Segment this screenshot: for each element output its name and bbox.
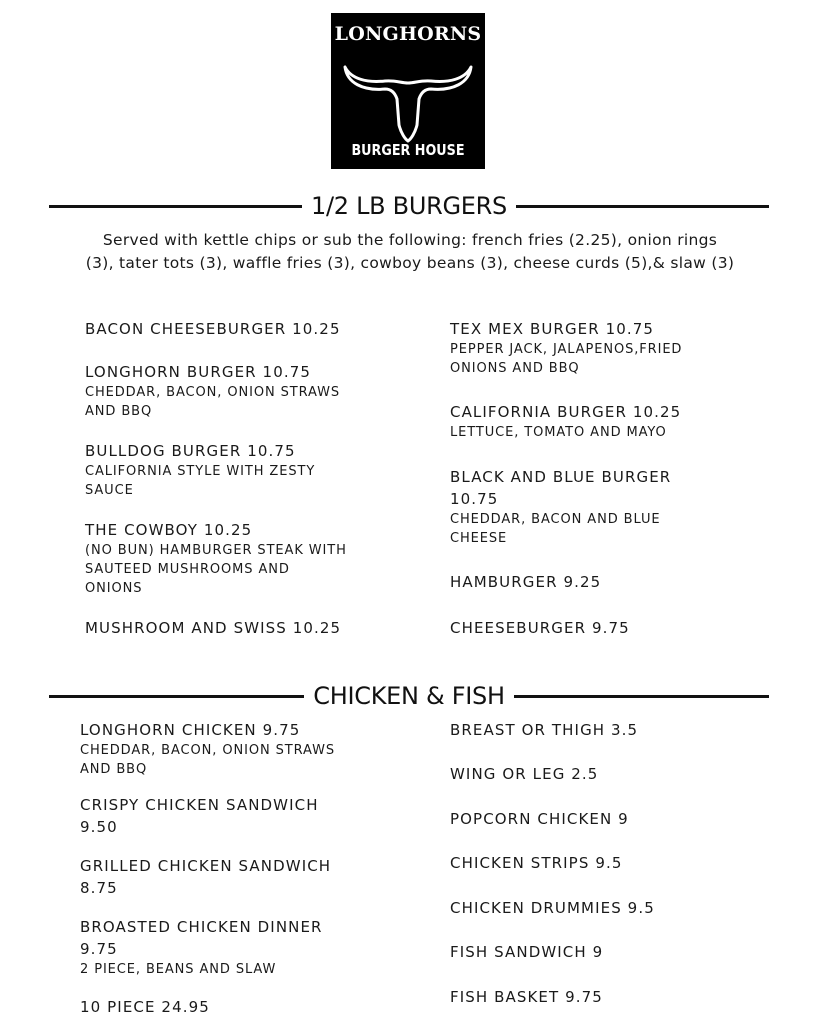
menu-item [450,941,603,963]
header-rule-right [516,205,769,208]
menu-item-description: PEPPER JACK, JALAPENOS,FRIED [450,342,683,357]
menu-item [450,986,603,1008]
menu-item [80,996,210,1018]
menu-item-description: CALIFORNIA STYLE WITH ZESTY [85,464,316,479]
menu-item [85,440,315,500]
menu-item-name: FISH BASKET 9.75 [450,988,603,1006]
sides-note-line: (3), tater tots (3), waffle fries (3), cowboy beans (3), cheese curds (5),& slaw (3) [85,254,735,272]
menu-item-name: MUSHROOM AND SWISS 10.25 [85,619,342,637]
menu-item-name: BREAST OR THIGH 3.5 [450,721,639,739]
menu-item [85,617,341,639]
menu-item-name: CHICKEN DRUMMIES 9.5 [450,899,655,917]
menu-item-description: CHEDDAR, BACON AND BLUE [450,512,661,527]
menu-item-description: CHEDDAR, BACON, ONION STRAWS [80,743,335,758]
menu-item-name: GRILLED CHICKEN SANDWICH [80,857,332,875]
menu-item [450,571,601,593]
menu-item-name: CALIFORNIA BURGER 10.25 [450,403,682,421]
section-title: CHICKEN & FISH [313,682,505,710]
menu-item-name: 10.75 [450,490,499,508]
menu-item-name: BACON CHEESEBURGER 10.25 [85,320,341,338]
menu-item [450,318,682,378]
menu-item [450,719,638,741]
longhorn-steer-icon [341,53,475,147]
section-header-burgers [49,191,769,221]
logo-title: LONGHORNS [334,23,482,45]
menu-item-name: LONGHORN BURGER 10.75 [85,363,311,381]
menu-item-name: 9.50 [80,818,118,836]
section-header-chicken [49,681,769,711]
sides-note-line: Served with kettle chips or sub the following: french fries (2.25), onion rings [102,231,718,249]
menu-item-name: THE COWBOY 10.25 [85,521,253,539]
header-rule-left [49,205,302,208]
menu-item-name: BROASTED CHICKEN DINNER [80,918,323,936]
menu-item-name: 8.75 [80,879,118,897]
menu-item-description: ONIONS AND BBQ [450,361,580,376]
menu-item-description: CHEDDAR, BACON, ONION STRAWS [85,385,340,400]
menu-item [80,719,335,779]
menu-item-name: CHEESEBURGER 9.75 [450,619,630,637]
menu-item [450,401,681,442]
menu-item-description: CHEESE [450,531,508,546]
menu-item-name: FISH SANDWICH 9 [450,943,604,961]
menu-item [450,763,598,785]
menu-item [85,519,347,598]
menu-item-description: (NO BUN) HAMBURGER STEAK WITH [85,543,347,558]
header-rule-left [49,695,304,698]
menu-item-description: SAUTEED MUSHROOMS AND [85,562,290,577]
menu-item-description: AND BBQ [85,404,153,419]
sides-note [40,229,780,275]
menu-item-name: BLACK AND BLUE BURGER [450,468,672,486]
menu-item [450,808,629,830]
menu-item [80,916,323,979]
menu-item [80,855,331,899]
menu-item-name: BULLDOG BURGER 10.75 [85,442,296,460]
menu-item [450,617,630,639]
menu-item-name: TEX MEX BURGER 10.75 [450,320,655,338]
menu-item-description: LETTUCE, TOMATO AND MAYO [450,425,667,440]
menu-item-name: LONGHORN CHICKEN 9.75 [80,721,301,739]
menu-item-description: ONIONS [85,581,143,596]
section-title: 1/2 LB BURGERS [311,192,507,220]
menu-item-name: 9.75 [80,940,118,958]
menu-item-name: CRISPY CHICKEN SANDWICH [80,796,319,814]
menu-item [450,466,671,548]
header-rule-right [514,695,769,698]
menu-item-name: CHICKEN STRIPS 9.5 [450,854,623,872]
menu-item-name: HAMBURGER 9.25 [450,573,602,591]
menu-item [450,852,622,874]
menu-item [80,794,319,838]
logo [331,13,485,169]
logo-subtitle: BURGER HOUSE [351,141,465,159]
menu-item-name: WING OR LEG 2.5 [450,765,599,783]
menu-item-description: SAUCE [85,483,134,498]
menu-item [450,897,655,919]
menu-item-description: 2 PIECE, BEANS AND SLAW [80,962,277,977]
menu-item-name: POPCORN CHICKEN 9 [450,810,629,828]
menu-item [85,318,341,340]
menu-item [85,361,340,421]
menu-item-name: 10 PIECE 24.95 [80,998,210,1016]
menu-item-description: AND BBQ [80,762,148,777]
